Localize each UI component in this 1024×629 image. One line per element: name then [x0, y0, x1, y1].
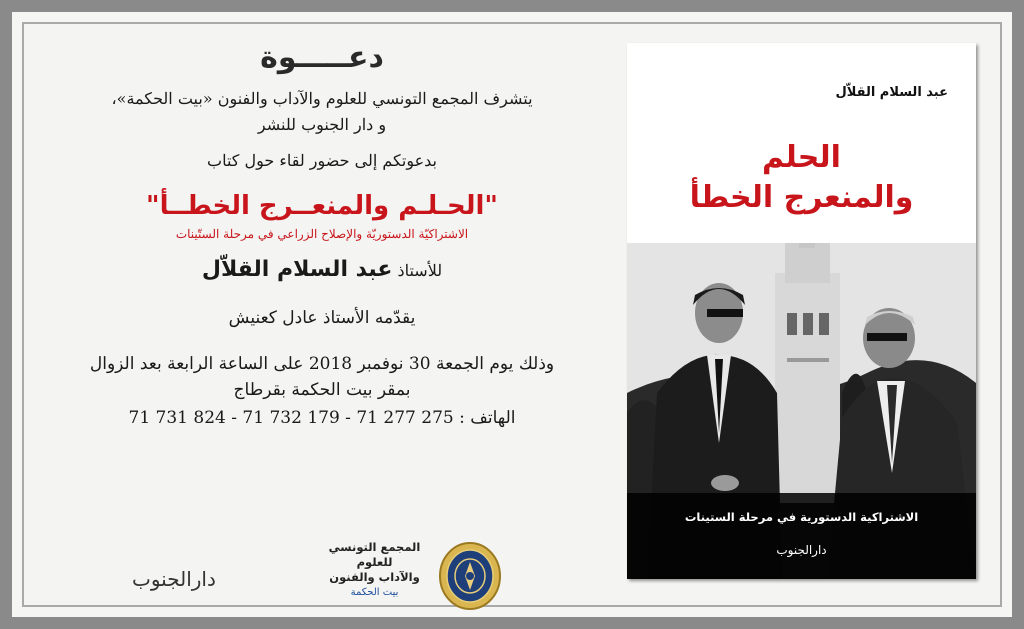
author-name: عبد السلام القلاّل — [201, 257, 393, 282]
author-prefix: للأستاذ — [397, 261, 443, 280]
academy-name-line3: بيت الحكمة — [350, 587, 399, 598]
invitation-title: دعـــــوة — [260, 40, 384, 75]
date-line: وذلك يوم الجمعة 30 نوفمبر 2018 على الساعة الرابعة بعد الزوال — [89, 354, 555, 374]
cover-author: عبد السلام القلاّل — [835, 85, 948, 100]
academy-name-line1: المجمع التونسي للعلوم — [328, 540, 421, 569]
host-line: يتشرف المجمع التونسي للعلوم والآداب والفنون «بيت الحكمة»، — [111, 89, 533, 108]
book-subtitle: الاشتراكيّة الدستوريّة والإصلاح الزراعي في مرحلة الستّينات — [175, 227, 469, 241]
invite-line: بدعوتكم إلى حضور لقاء حول كتاب — [207, 151, 437, 170]
cover-title-line2: والمنعرج الخطأ — [689, 180, 914, 215]
academy-name — [317, 540, 432, 600]
phone-line: الهاتف : 275 277 71 - 179 732 71 - 824 731 71 — [128, 408, 516, 428]
publisher-logo: دارالجنوب — [132, 567, 216, 591]
author-line — [52, 257, 592, 282]
academy-logo — [317, 540, 497, 620]
place-line: بمقر بيت الحكمة بقرطاج — [233, 380, 411, 400]
academy-name-line2: والآداب والفنون — [329, 570, 420, 584]
cover-publisher: دارالجنوب — [776, 543, 827, 557]
cohost-line: و دار الجنوب للنشر — [257, 115, 387, 134]
cover-title-line1: الحلم — [762, 140, 841, 175]
invitation-text — [52, 32, 592, 428]
presenter-line: يقدّمه الأستاذ عادل كعنيش — [228, 308, 416, 328]
book-cover — [627, 43, 976, 579]
academy-seal-icon — [439, 542, 501, 610]
cover-photo — [627, 243, 976, 579]
cover-title — [627, 138, 976, 218]
book-title: "الحـلـم والمنعــرج الخطــأ" — [146, 191, 498, 221]
cover-subtitle: الاشتراكية الدستورية في مرحلة الستينات — [684, 510, 919, 524]
